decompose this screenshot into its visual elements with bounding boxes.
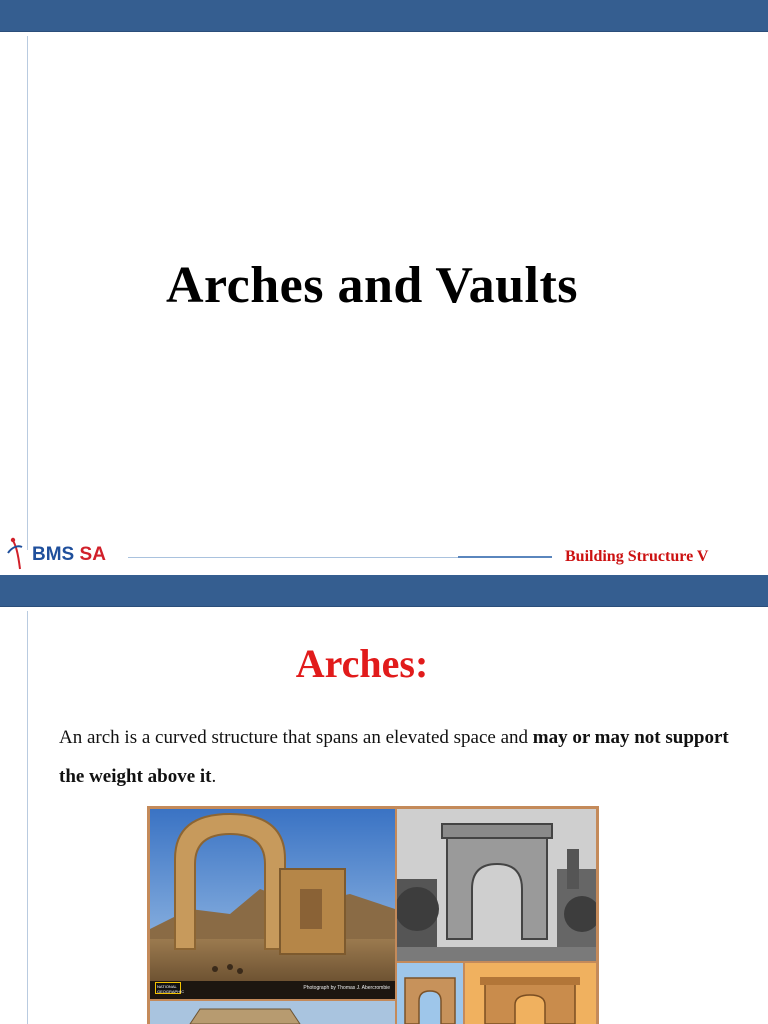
logo-bms-text: BMS [32, 544, 75, 565]
top-band [0, 0, 768, 32]
section-heading: Arches: [295, 641, 429, 686]
logo-sa-text: SA [79, 544, 106, 565]
desert-arch-photo [150, 809, 395, 999]
bms-sa-logo [6, 534, 121, 574]
definition-text: An arch is a curved structure that spans an elevated space and [59, 727, 533, 748]
washington-square-arch-photo [397, 809, 596, 961]
hadrian-arch-photo [397, 963, 463, 1024]
definition-bold-text: may or may not support the weight above it [59, 727, 729, 787]
definition-end: . [211, 766, 217, 787]
top-band-2 [0, 575, 768, 607]
colosseum-photo [150, 1001, 395, 1024]
slide-title: Arches and Vaults [165, 257, 579, 314]
footer-course-title: Building Structure V [565, 548, 709, 565]
photo-credit-text: Photograph by Thomas J. Abercrombie [303, 985, 390, 991]
logo-figure-icon [6, 535, 32, 573]
footer-rule-accent [458, 556, 552, 558]
jerash-arch-photo [465, 963, 596, 1024]
arch-photo-collage [147, 806, 599, 1024]
national-geographic-logo: NATIONAL GEOGRAPHIC [157, 984, 185, 994]
photo-credit-bar [155, 981, 390, 995]
arch-definition [59, 718, 739, 796]
